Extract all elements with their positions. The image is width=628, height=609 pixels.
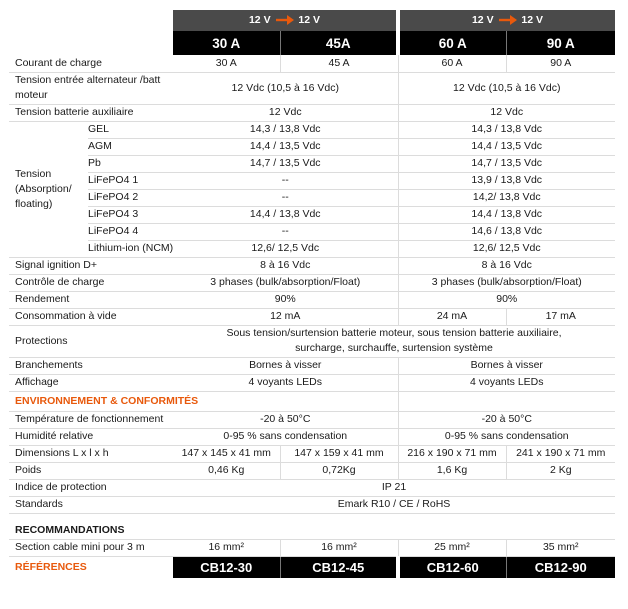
arrow-right-icon — [498, 13, 518, 27]
cell-value: Emark R10 / CE / RoHS — [173, 496, 615, 513]
model-header: 60 A — [398, 31, 506, 55]
cell-value: 12 mA — [173, 308, 398, 325]
cell-value: 30 A — [173, 55, 280, 72]
row-label: Humidité relative — [9, 428, 173, 445]
row-label: Température de fonctionnement — [9, 411, 173, 428]
reference-code: CB12-60 — [398, 556, 506, 578]
cell-value: 1,6 Kg — [398, 462, 506, 479]
cell-value: 147 x 159 x 41 mm — [280, 445, 398, 462]
protections-line-2: surcharge, surchauffe, surtension système — [295, 342, 493, 354]
cell-value: 12 Vdc — [398, 104, 615, 121]
cell-value: 8 à 16 Vdc — [173, 257, 398, 274]
model-header: 30 A — [173, 31, 280, 55]
row-label: Branchements — [9, 357, 173, 374]
section-title-recommendations: RECOMMANDATIONS — [9, 522, 280, 539]
cell-value: 147 x 145 x 41 mm — [173, 445, 280, 462]
cell-value: 25 mm² — [398, 539, 506, 556]
row-label: Poids — [9, 462, 173, 479]
tension-group-label: Tension (Absorption/ floating) — [9, 121, 88, 257]
cell-value: 0,46 Kg — [173, 462, 280, 479]
cell-value: 3 phases (bulk/absorption/Float) — [173, 274, 398, 291]
battery-type: LiFePO4 4 — [88, 223, 173, 240]
row-label: Tension batterie auxiliaire — [9, 104, 173, 121]
protections-value — [173, 325, 615, 357]
cell-value: 8 à 16 Vdc — [398, 257, 615, 274]
cell-value: 12,6/ 12,5 Vdc — [173, 240, 398, 257]
cell-value: 14,3 / 13,8 Vdc — [398, 121, 615, 138]
battery-type: GEL — [88, 121, 173, 138]
flow-header-group-1 — [173, 10, 398, 31]
cell-value: 12 Vdc — [173, 104, 398, 121]
reference-code: CB12-90 — [506, 556, 615, 578]
reference-code: CB12-45 — [280, 556, 398, 578]
cell-value: 216 x 190 x 71 mm — [398, 445, 506, 462]
flow-from: 12 V — [471, 14, 494, 26]
cell-value: 16 mm² — [173, 539, 280, 556]
cell-value: Bornes à visser — [173, 357, 398, 374]
row-label: Indice de protection — [9, 479, 173, 496]
model-header: 45A — [280, 31, 398, 55]
flow-from: 12 V — [248, 14, 271, 26]
section-title-environment: ENVIRONNEMENT & CONFORMITÉS — [9, 391, 280, 411]
battery-type: Lithium-ion (NCM) — [88, 240, 173, 257]
flow-to: 12 V — [521, 14, 544, 26]
references-label: RÉFÉRENCES — [15, 560, 87, 573]
cell-value: 3 phases (bulk/absorption/Float) — [398, 274, 615, 291]
cell-value: -- — [173, 223, 398, 240]
cell-value: -20 à 50°C — [173, 411, 398, 428]
cell-value: 90 A — [506, 55, 615, 72]
cell-value: 0-95 % sans condensation — [173, 428, 398, 445]
cell-value: 4 voyants LEDs — [173, 374, 398, 391]
row-label: Consommation à vide — [9, 308, 173, 325]
row-label: Section cable mini pour 3 m — [9, 539, 173, 556]
battery-type: LiFePO4 3 — [88, 206, 173, 223]
row-label: Protections — [9, 325, 173, 357]
row-label: Dimensions L x l x h — [9, 445, 173, 462]
cell-value: 14,3 / 13,8 Vdc — [173, 121, 398, 138]
row-label: Standards — [9, 496, 173, 513]
cell-value: -- — [173, 189, 398, 206]
cell-value: 241 x 190 x 71 mm — [506, 445, 615, 462]
cell-value: Bornes à visser — [398, 357, 615, 374]
cell-value: 13,9 / 13,8 Vdc — [398, 172, 615, 189]
cell-value: 24 mA — [398, 308, 506, 325]
cell-value: IP 21 — [173, 479, 615, 496]
cell-value: 14,4 / 13,8 Vdc — [398, 206, 615, 223]
cell-value: 14,2/ 13,8 Vdc — [398, 189, 615, 206]
cell-value: 35 mm² — [506, 539, 615, 556]
cell-value: 0,72Kg — [280, 462, 398, 479]
cell-value: 12 Vdc (10,5 à 16 Vdc) — [173, 72, 398, 104]
row-label: Contrôle de charge — [9, 274, 173, 291]
cell-value: 90% — [398, 291, 615, 308]
battery-type: LiFePO4 2 — [88, 189, 173, 206]
model-header: 90 A — [506, 31, 615, 55]
row-label: Affichage — [9, 374, 173, 391]
cell-value: 14,4 / 13,5 Vdc — [173, 138, 398, 155]
cell-value: 16 mm² — [280, 539, 398, 556]
row-label: Courant de charge — [9, 55, 173, 72]
cell-value: 14,4 / 13,8 Vdc — [173, 206, 398, 223]
cell-value: 14,7 / 13,5 Vdc — [173, 155, 398, 172]
cell-value: 2 Kg — [506, 462, 615, 479]
row-label: Tension entrée alternateur /batt moteur — [9, 72, 173, 104]
cell-value: 45 A — [280, 55, 398, 72]
cell-value: -- — [173, 172, 398, 189]
protections-line-1: Sous tension/surtension batterie moteur, sous tension batterie auxiliaire, — [226, 327, 562, 339]
cell-value: 14,6 / 13,8 Vdc — [398, 223, 615, 240]
battery-type: LiFePO4 1 — [88, 172, 173, 189]
row-label: Signal ignition D+ — [9, 257, 173, 274]
cell-value: -20 à 50°C — [398, 411, 615, 428]
cell-value: 90% — [173, 291, 398, 308]
spec-table — [9, 10, 615, 578]
cell-value: 12 Vdc (10,5 à 16 Vdc) — [398, 72, 615, 104]
cell-value: 60 A — [398, 55, 506, 72]
cell-value: 17 mA — [506, 308, 615, 325]
cell-value: 4 voyants LEDs — [398, 374, 615, 391]
arrow-right-icon — [275, 13, 295, 27]
flow-header-group-2 — [398, 10, 615, 31]
battery-type: AGM — [88, 138, 173, 155]
flow-to: 12 V — [298, 14, 321, 26]
cell-value: 14,7 / 13,5 Vdc — [398, 155, 615, 172]
reference-code: CB12-30 — [173, 556, 280, 578]
cell-value: 0-95 % sans condensation — [398, 428, 615, 445]
battery-type: Pb — [88, 155, 173, 172]
row-label: Rendement — [9, 291, 173, 308]
cell-value: 14,4 / 13,5 Vdc — [398, 138, 615, 155]
cell-value: 12,6/ 12,5 Vdc — [398, 240, 615, 257]
